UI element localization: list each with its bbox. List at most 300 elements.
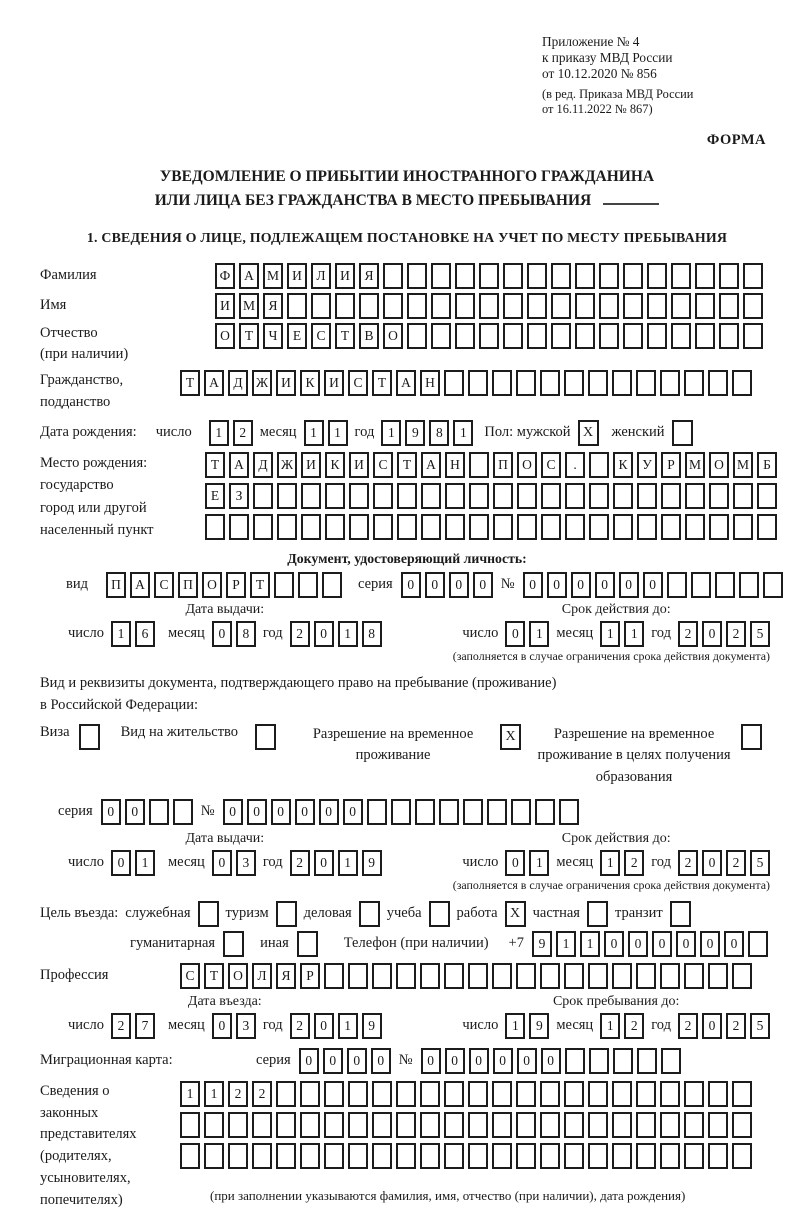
char-cell[interactable] [684,370,704,396]
char-cell[interactable] [559,799,579,825]
char-cell[interactable] [277,514,297,540]
char-cell[interactable]: Е [287,323,307,349]
char-cell[interactable]: Т [204,963,224,989]
char-cell[interactable] [599,293,619,319]
char-cell[interactable] [252,1112,272,1138]
char-cell[interactable] [661,483,681,509]
char-cell[interactable]: 8 [236,621,256,647]
char-cell[interactable]: 9 [529,1013,549,1039]
char-cell[interactable] [420,1143,440,1169]
char-cell[interactable]: 8 [429,420,449,446]
char-cell[interactable] [763,572,783,598]
char-cell[interactable]: И [349,452,369,478]
char-cell[interactable] [492,963,512,989]
char-cell[interactable]: К [325,452,345,478]
char-cell[interactable] [479,293,499,319]
char-cell[interactable] [397,514,417,540]
char-cell[interactable]: 1 [111,621,131,647]
char-cell[interactable] [541,483,561,509]
char-cell[interactable]: А [204,370,224,396]
char-cell[interactable]: 0 [125,799,145,825]
char-cell[interactable]: О [202,572,222,598]
char-cell[interactable] [469,514,489,540]
char-cell[interactable] [373,483,393,509]
char-cell[interactable] [636,1081,656,1107]
char-cell[interactable] [527,293,547,319]
char-cell[interactable] [684,1081,704,1107]
char-cell[interactable] [743,293,763,319]
char-cell[interactable] [367,799,387,825]
char-cell[interactable] [636,963,656,989]
char-cell[interactable] [541,514,561,540]
char-cell[interactable] [300,1112,320,1138]
char-cell[interactable]: 0 [111,850,131,876]
char-cell[interactable] [469,483,489,509]
char-cell[interactable] [444,1081,464,1107]
char-cell[interactable] [228,1112,248,1138]
char-cell[interactable] [647,293,667,319]
char-cell[interactable] [468,1143,488,1169]
char-cell[interactable] [589,483,609,509]
char-cell[interactable] [149,799,169,825]
char-cell[interactable] [348,963,368,989]
char-cell[interactable] [732,1081,752,1107]
char-cell[interactable] [444,963,464,989]
char-cell[interactable] [527,263,547,289]
char-cell[interactable]: А [130,572,150,598]
char-cell[interactable]: 1 [338,850,358,876]
char-cell[interactable] [540,1112,560,1138]
char-cell[interactable] [311,293,331,319]
char-cell[interactable] [588,370,608,396]
char-cell[interactable] [204,1143,224,1169]
char-cell[interactable]: 1 [600,850,620,876]
char-cell[interactable]: С [348,370,368,396]
char-cell[interactable]: 1 [304,420,324,446]
char-cell[interactable]: А [396,370,416,396]
purpose-study-checkbox[interactable] [429,901,450,927]
char-cell[interactable] [551,263,571,289]
char-cell[interactable] [647,323,667,349]
char-cell[interactable] [301,514,321,540]
char-cell[interactable] [383,293,403,319]
char-cell[interactable]: 1 [529,850,549,876]
char-cell[interactable] [612,370,632,396]
visa-checkbox[interactable] [79,724,100,750]
char-cell[interactable]: Н [420,370,440,396]
char-cell[interactable] [671,293,691,319]
char-cell[interactable]: 0 [541,1048,561,1074]
char-cell[interactable]: 0 [314,850,334,876]
char-cell[interactable] [468,1081,488,1107]
char-cell[interactable] [397,483,417,509]
char-cell[interactable]: И [215,293,235,319]
char-cell[interactable] [487,799,507,825]
char-cell[interactable] [612,963,632,989]
char-cell[interactable] [205,514,225,540]
char-cell[interactable]: 1 [580,931,600,957]
char-cell[interactable] [391,799,411,825]
char-cell[interactable]: К [300,370,320,396]
char-cell[interactable] [301,483,321,509]
char-cell[interactable]: И [324,370,344,396]
char-cell[interactable] [373,514,393,540]
char-cell[interactable] [396,1081,416,1107]
char-cell[interactable]: 1 [338,621,358,647]
char-cell[interactable] [623,263,643,289]
char-cell[interactable] [709,514,729,540]
male-checkbox[interactable]: X [578,420,599,446]
char-cell[interactable]: 0 [299,1048,319,1074]
char-cell[interactable]: 1 [209,420,229,446]
char-cell[interactable] [335,293,355,319]
char-cell[interactable] [612,1112,632,1138]
char-cell[interactable]: С [373,452,393,478]
char-cell[interactable]: 6 [135,621,155,647]
char-cell[interactable] [348,1081,368,1107]
char-cell[interactable] [325,514,345,540]
char-cell[interactable]: 3 [236,1013,256,1039]
char-cell[interactable] [274,572,294,598]
char-cell[interactable]: 2 [111,1013,131,1039]
purpose-business-checkbox[interactable] [359,901,380,927]
residence-permit-checkbox[interactable] [255,724,276,750]
char-cell[interactable] [588,1143,608,1169]
char-cell[interactable] [455,263,475,289]
char-cell[interactable] [420,1112,440,1138]
char-cell[interactable] [565,483,585,509]
char-cell[interactable]: 0 [323,1048,343,1074]
char-cell[interactable]: П [106,572,126,598]
char-cell[interactable] [564,1143,584,1169]
char-cell[interactable] [276,1112,296,1138]
char-cell[interactable]: 0 [469,1048,489,1074]
char-cell[interactable] [732,1112,752,1138]
char-cell[interactable] [455,293,475,319]
char-cell[interactable] [715,572,735,598]
char-cell[interactable]: Ж [252,370,272,396]
char-cell[interactable] [322,572,342,598]
char-cell[interactable] [565,1048,585,1074]
char-cell[interactable] [324,1081,344,1107]
char-cell[interactable] [407,293,427,319]
char-cell[interactable]: 2 [678,850,698,876]
char-cell[interactable] [503,263,523,289]
char-cell[interactable]: . [565,452,585,478]
char-cell[interactable] [348,1112,368,1138]
char-cell[interactable]: 0 [271,799,291,825]
char-cell[interactable] [564,370,584,396]
char-cell[interactable] [415,799,435,825]
char-cell[interactable]: 0 [401,572,421,598]
char-cell[interactable] [599,323,619,349]
temp-residence-checkbox[interactable]: X [500,724,521,750]
char-cell[interactable] [298,572,318,598]
char-cell[interactable] [431,263,451,289]
char-cell[interactable]: 2 [678,621,698,647]
char-cell[interactable] [492,1143,512,1169]
char-cell[interactable] [623,323,643,349]
char-cell[interactable] [372,1112,392,1138]
char-cell[interactable]: Я [276,963,296,989]
char-cell[interactable] [516,1112,536,1138]
char-cell[interactable]: 1 [381,420,401,446]
char-cell[interactable] [575,263,595,289]
purpose-private-checkbox[interactable] [587,901,608,927]
char-cell[interactable]: А [421,452,441,478]
char-cell[interactable] [709,483,729,509]
char-cell[interactable] [733,514,753,540]
char-cell[interactable] [324,1112,344,1138]
char-cell[interactable] [551,293,571,319]
char-cell[interactable]: 8 [362,621,382,647]
char-cell[interactable]: Т [335,323,355,349]
char-cell[interactable] [589,452,609,478]
char-cell[interactable]: 1 [328,420,348,446]
char-cell[interactable] [743,323,763,349]
char-cell[interactable] [613,483,633,509]
char-cell[interactable] [439,799,459,825]
char-cell[interactable]: Ф [215,263,235,289]
char-cell[interactable]: 0 [314,1013,334,1039]
char-cell[interactable]: 0 [212,850,232,876]
char-cell[interactable]: 0 [212,1013,232,1039]
char-cell[interactable] [685,514,705,540]
char-cell[interactable]: 0 [449,572,469,598]
char-cell[interactable]: 5 [750,621,770,647]
char-cell[interactable]: 0 [595,572,615,598]
char-cell[interactable] [277,483,297,509]
char-cell[interactable]: 0 [319,799,339,825]
char-cell[interactable] [575,323,595,349]
char-cell[interactable]: П [178,572,198,598]
char-cell[interactable] [564,1112,584,1138]
char-cell[interactable]: И [276,370,296,396]
char-cell[interactable] [540,370,560,396]
char-cell[interactable] [691,572,711,598]
char-cell[interactable] [588,1112,608,1138]
char-cell[interactable] [708,1143,728,1169]
char-cell[interactable] [516,370,536,396]
char-cell[interactable] [708,1081,728,1107]
char-cell[interactable] [623,293,643,319]
char-cell[interactable]: Е [205,483,225,509]
char-cell[interactable]: Л [311,263,331,289]
char-cell[interactable]: 0 [505,850,525,876]
char-cell[interactable]: 0 [702,1013,722,1039]
char-cell[interactable] [463,799,483,825]
char-cell[interactable] [204,1112,224,1138]
char-cell[interactable] [540,963,560,989]
char-cell[interactable] [253,483,273,509]
char-cell[interactable] [349,514,369,540]
purpose-official-checkbox[interactable] [198,901,219,927]
char-cell[interactable]: 0 [700,931,720,957]
char-cell[interactable]: 0 [676,931,696,957]
char-cell[interactable]: И [301,452,321,478]
char-cell[interactable]: А [239,263,259,289]
char-cell[interactable] [359,293,379,319]
char-cell[interactable] [229,514,249,540]
char-cell[interactable]: Д [253,452,273,478]
char-cell[interactable]: 0 [702,850,722,876]
char-cell[interactable] [695,323,715,349]
char-cell[interactable]: 0 [247,799,267,825]
char-cell[interactable] [516,1081,536,1107]
char-cell[interactable] [588,1081,608,1107]
char-cell[interactable] [637,483,657,509]
char-cell[interactable]: 2 [624,850,644,876]
char-cell[interactable]: 2 [726,1013,746,1039]
char-cell[interactable]: Я [263,293,283,319]
char-cell[interactable]: Т [250,572,270,598]
char-cell[interactable] [540,1081,560,1107]
char-cell[interactable]: 3 [236,850,256,876]
char-cell[interactable] [757,514,777,540]
char-cell[interactable] [468,1112,488,1138]
char-cell[interactable]: 5 [750,1013,770,1039]
char-cell[interactable] [743,263,763,289]
char-cell[interactable]: Ч [263,323,283,349]
char-cell[interactable] [444,1143,464,1169]
char-cell[interactable]: 0 [523,572,543,598]
char-cell[interactable] [527,323,547,349]
char-cell[interactable] [589,514,609,540]
char-cell[interactable] [636,370,656,396]
char-cell[interactable] [684,1112,704,1138]
char-cell[interactable]: 1 [624,621,644,647]
char-cell[interactable]: 1 [505,1013,525,1039]
char-cell[interactable]: 1 [135,850,155,876]
char-cell[interactable]: 1 [529,621,549,647]
char-cell[interactable] [565,514,585,540]
char-cell[interactable] [300,1081,320,1107]
char-cell[interactable]: 1 [600,1013,620,1039]
char-cell[interactable]: О [383,323,403,349]
purpose-tourism-checkbox[interactable] [276,901,297,927]
char-cell[interactable]: 0 [295,799,315,825]
char-cell[interactable]: 2 [252,1081,272,1107]
char-cell[interactable]: Б [757,452,777,478]
char-cell[interactable]: 0 [547,572,567,598]
char-cell[interactable] [719,263,739,289]
char-cell[interactable]: Т [205,452,225,478]
char-cell[interactable] [708,963,728,989]
char-cell[interactable] [733,483,753,509]
char-cell[interactable]: 0 [702,621,722,647]
char-cell[interactable]: М [733,452,753,478]
char-cell[interactable] [612,1143,632,1169]
char-cell[interactable]: 2 [290,621,310,647]
blank-underline[interactable] [603,203,659,205]
char-cell[interactable] [173,799,193,825]
char-cell[interactable] [493,483,513,509]
char-cell[interactable] [300,1143,320,1169]
char-cell[interactable]: С [541,452,561,478]
char-cell[interactable]: 0 [571,572,591,598]
char-cell[interactable]: 1 [204,1081,224,1107]
char-cell[interactable] [516,963,536,989]
char-cell[interactable] [685,483,705,509]
char-cell[interactable]: Т [372,370,392,396]
char-cell[interactable]: 0 [652,931,672,957]
char-cell[interactable] [372,1143,392,1169]
char-cell[interactable] [324,963,344,989]
char-cell[interactable] [276,1143,296,1169]
char-cell[interactable] [396,1143,416,1169]
char-cell[interactable]: 0 [628,931,648,957]
char-cell[interactable] [732,963,752,989]
char-cell[interactable] [445,514,465,540]
char-cell[interactable] [660,963,680,989]
female-checkbox[interactable] [672,420,693,446]
char-cell[interactable] [468,370,488,396]
char-cell[interactable]: М [263,263,283,289]
char-cell[interactable] [588,963,608,989]
char-cell[interactable] [421,514,441,540]
char-cell[interactable]: 0 [724,931,744,957]
char-cell[interactable]: З [229,483,249,509]
char-cell[interactable]: С [180,963,200,989]
char-cell[interactable]: К [613,452,633,478]
char-cell[interactable]: Н [445,452,465,478]
char-cell[interactable]: 7 [135,1013,155,1039]
char-cell[interactable] [748,931,768,957]
char-cell[interactable] [407,323,427,349]
char-cell[interactable] [671,323,691,349]
temp-residence-education-checkbox[interactable] [741,724,762,750]
char-cell[interactable] [637,1048,657,1074]
char-cell[interactable]: 2 [290,1013,310,1039]
char-cell[interactable] [511,799,531,825]
char-cell[interactable] [732,370,752,396]
char-cell[interactable] [636,1143,656,1169]
char-cell[interactable] [719,323,739,349]
char-cell[interactable] [660,1143,680,1169]
char-cell[interactable]: 9 [362,1013,382,1039]
char-cell[interactable]: Т [239,323,259,349]
char-cell[interactable] [661,514,681,540]
char-cell[interactable] [444,370,464,396]
char-cell[interactable]: Р [300,963,320,989]
char-cell[interactable]: М [239,293,259,319]
char-cell[interactable]: 0 [212,621,232,647]
char-cell[interactable]: 0 [473,572,493,598]
char-cell[interactable] [324,1143,344,1169]
char-cell[interactable]: А [229,452,249,478]
char-cell[interactable]: 1 [180,1081,200,1107]
char-cell[interactable] [372,1081,392,1107]
char-cell[interactable] [551,323,571,349]
char-cell[interactable]: 0 [643,572,663,598]
purpose-work-checkbox[interactable]: X [505,901,526,927]
char-cell[interactable]: 0 [493,1048,513,1074]
char-cell[interactable]: 0 [101,799,121,825]
char-cell[interactable]: 2 [678,1013,698,1039]
char-cell[interactable]: 0 [371,1048,391,1074]
char-cell[interactable] [719,293,739,319]
char-cell[interactable]: Я [359,263,379,289]
char-cell[interactable] [276,1081,296,1107]
char-cell[interactable]: У [637,452,657,478]
char-cell[interactable] [492,370,512,396]
char-cell[interactable] [613,1048,633,1074]
char-cell[interactable]: 0 [314,621,334,647]
char-cell[interactable] [660,1081,680,1107]
char-cell[interactable] [421,483,441,509]
char-cell[interactable]: 9 [532,931,552,957]
char-cell[interactable]: 1 [600,621,620,647]
